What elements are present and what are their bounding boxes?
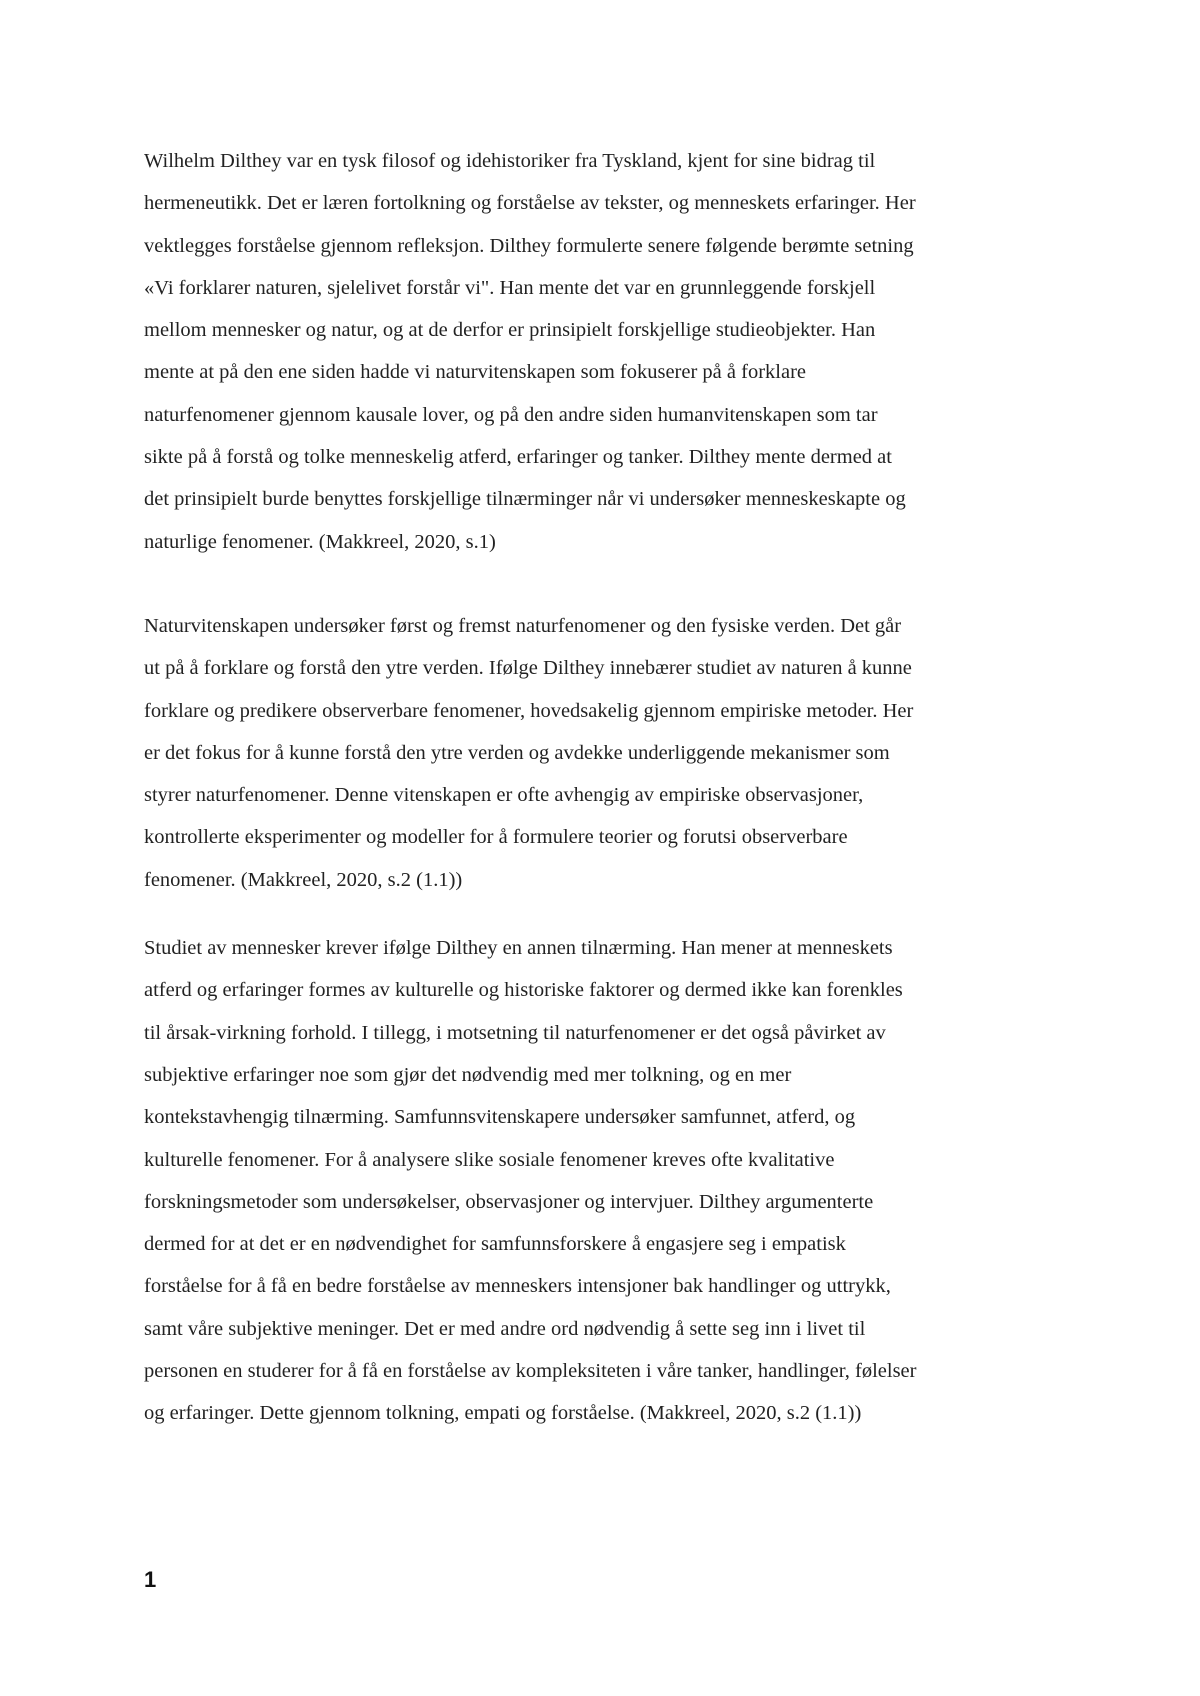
- text-line: naturlige fenomener. (Makkreel, 2020, s.1): [144, 530, 496, 553]
- text-line: samt våre subjektive meninger. Det er med andre ord nødvendig å sette seg inn i livet til: [144, 1317, 866, 1340]
- text-line: kulturelle fenomener. For å analysere slike sosiale fenomener kreves ofte kvalitative: [144, 1148, 835, 1171]
- text-line: sikte på å forstå og tolke menneskelig atferd, erfaringer og tanker. Dilthey mente dermed at: [144, 446, 892, 469]
- text-line: Naturvitenskapen undersøker først og fremst naturfenomener og den fysiske verden. Det går: [144, 614, 902, 637]
- text-line: til årsak-virkning forhold. I tillegg, i motsetning til naturfenomener er det også påvirket av: [144, 1021, 886, 1044]
- text-line: det prinsipielt burde benyttes forskjellige tilnærminger når vi undersøker menneskeskapte og: [144, 488, 906, 511]
- text-line: er det fokus for å kunne forstå den ytre verden og avdekke underliggende mekanismer som: [144, 741, 890, 764]
- text-line: styrer naturfenomener. Denne vitenskapen er ofte avhengig av empiriske observasjoner,: [144, 784, 864, 807]
- page-number: 1: [144, 1567, 157, 1592]
- text-line: hermeneutikk. Det er læren fortolkning og forståelse av tekster, og menneskets erfaringer. Her: [144, 192, 916, 215]
- text-line: forklare og predikere observerbare fenomener, hovedsakelig gjennom empiriske metoder. Her: [144, 699, 914, 722]
- text-line: Studiet av mennesker krever ifølge Dilthey en annen tilnærming. Han mener at menneskets: [144, 937, 893, 960]
- text-line: forståelse for å få en bedre forståelse av menneskers intensjoner bak handlinger og uttrykk,: [144, 1275, 891, 1298]
- text-line: forskningsmetoder som undersøkelser, observasjoner og intervjuer. Dilthey argumenterte: [144, 1190, 874, 1213]
- text-line: kontrollerte eksperimenter og modeller for å formulere teorier og forutsi observerbare: [144, 826, 848, 849]
- text-line: Wilhelm Dilthey var en tysk filosof og idehistoriker fra Tyskland, kjent for sine bidrag til: [144, 150, 876, 172]
- text-line: naturfenomener gjennom kausale lover, og på den andre siden humanvitenskapen som tar: [144, 403, 878, 426]
- text-line: «Vi forklarer naturen, sjelelivet forstår vi". Han mente det var en grunnleggende forskjell: [144, 276, 876, 299]
- text-line: kontekstavhengig tilnærming. Samfunnsvitenskapere undersøker samfunnet, atferd, og: [144, 1106, 856, 1129]
- text-line: personen en studerer for å få en forståelse av kompleksiteten i våre tanker, handlinger, følelser: [144, 1360, 917, 1383]
- text-line: vektlegges forståelse gjennom refleksjon. Dilthey formulerte senere følgende berømte setning: [144, 234, 914, 257]
- paragraph-human-studies: [144, 927, 1074, 1435]
- text-line: subjektive erfaringer noe som gjør det nødvendig med mer tolkning, og en mer: [144, 1063, 792, 1086]
- text-line: atferd og erfaringer formes av kulturelle og historiske faktorer og dermed ikke kan forenkles: [144, 979, 903, 1002]
- text-line: mente at på den ene siden hadde vi naturvitenskapen som fokuserer på å forklare: [144, 361, 807, 384]
- text-line: mellom mennesker og natur, og at de derfor er prinsipielt forskjellige studieobjekter. Han: [144, 319, 876, 342]
- text-line: og erfaringer. Dette gjennom tolkning, empati og forståelse. (Makkreel, 2020, s.2 (1.1)): [144, 1402, 862, 1425]
- paragraph-dilthey-intro: [144, 140, 1074, 563]
- body-text: [144, 140, 1074, 1435]
- text-line: fenomener. (Makkreel, 2020, s.2 (1.1)): [144, 868, 463, 891]
- text-line: ut på å forklare og forstå den ytre verden. Ifølge Dilthey innebærer studiet av naturen å kunne: [144, 657, 912, 680]
- text-line: dermed for at det er en nødvendighet for samfunnsforskere å engasjere seg i empatisk: [144, 1233, 846, 1256]
- paragraph-natural-science: [144, 605, 1074, 901]
